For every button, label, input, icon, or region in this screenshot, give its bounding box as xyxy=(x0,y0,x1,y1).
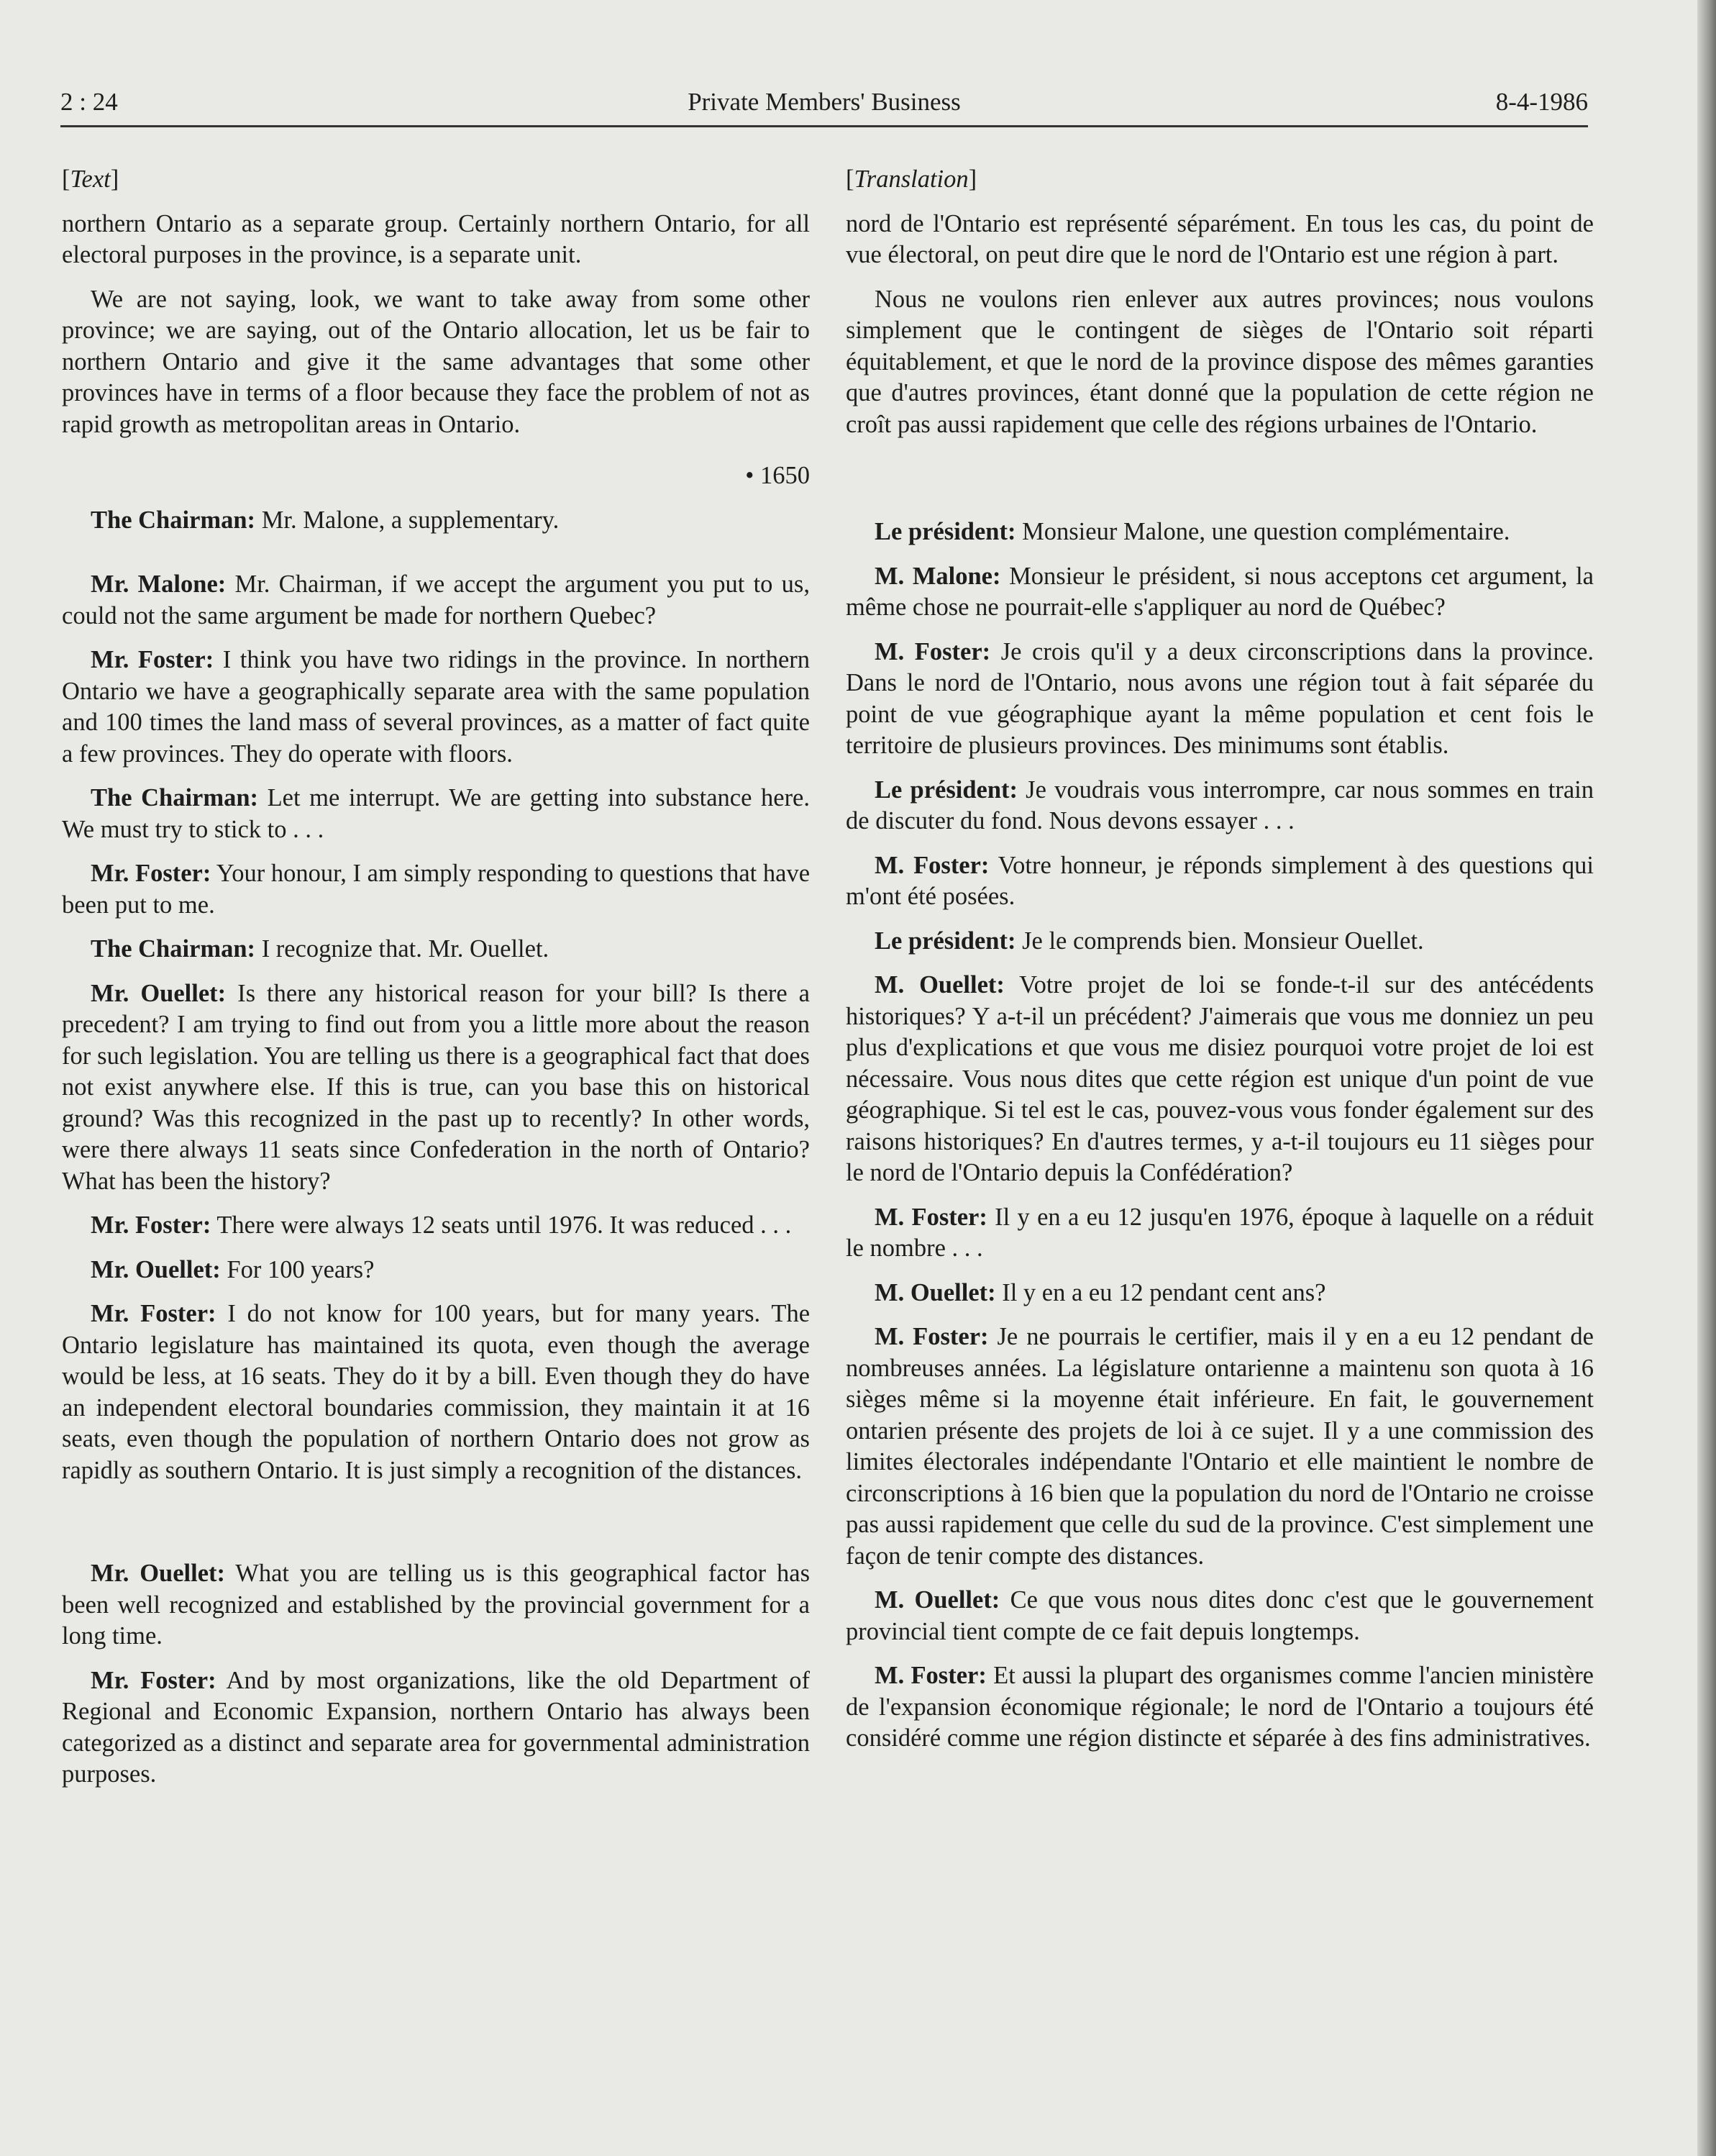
speaker-name: Le président: xyxy=(875,927,1016,955)
speaker-name: M. Foster: xyxy=(875,1662,987,1689)
speaker-name: Le président: xyxy=(875,518,1016,545)
speech: M. Ouellet: Votre projet de loi se fonde-t-il sur des antécédents historiques? Y a-t-il un précédent? J'aimerais que vous me donniez un peu plus d'explications et que vous me disiez pourquoi votre projet de loi est nécessaire. Vous nous dites que cette région est unique d'un point de vue géographique. Si tel est le cas, pouvez-vous vous fonder également sur des raisons historiques? En d'autres termes, y a-t-il toujours eu 11 sièges pour le nord de l'Ontario depuis la Confédération? xyxy=(846,971,1594,1186)
speech: M. Foster: Je ne pourrais le certifier, mais il y en a eu 12 pendant de nombreuses années. La législature ontarienne a maintenu son quota à 16 sièges même si la moyenne était inférieure. En fait, le gouvernement ontarien présente des projets de loi à ce sujet. Il y a une commission des limites électorales indépendante l'Ontario et elle maintient le nombre de circonscriptions à 16 bien que la population du nord de l'Ontario ne croisse pas aussi rapidement que celle du sud de la province. C'est simplement une façon de tenir compte des distances. xyxy=(846,1323,1594,1570)
speaker-name: Mr. Foster: xyxy=(91,1211,211,1239)
book-spine-shadow xyxy=(1697,0,1716,2156)
text-tag: [Text] xyxy=(62,165,119,193)
paragraph: northern Ontario as a separate group. Certainly northern Ontario, for all electoral purposes in the province, is a separate unit. xyxy=(62,209,810,268)
speech: Mr. Foster: I do not know for 100 years, but for many years. The Ontario legislature has maintained its quota, even though the average would be less, at 16 seats. They do it by a bill. Even though they do have an independent electoral boundaries commission, they maintain it at 16 seats, even though the population of northern Ontario does not grow as rapidly as southern Ontario. It is just simply a recognition of the distances. xyxy=(62,1300,811,1484)
english-column xyxy=(62,164,810,1791)
speech: Mr. Foster: There were always 12 seats until 1976. It was reduced . . . xyxy=(91,1211,792,1239)
speaker-name: M. Ouellet: xyxy=(875,971,1005,999)
speaker-name: Mr. Foster: xyxy=(91,1666,216,1694)
french-column xyxy=(846,164,1594,1755)
speaker-name: Mr. Malone: xyxy=(91,570,227,598)
speech: M. Ouellet: Ce que vous nous dites donc c'est que le gouvernement provincial tient compte de ce fait depuis longtemps. xyxy=(846,1586,1594,1645)
speech: Mr. Foster: Your honour, I am simply responding to questions that have been put to me. xyxy=(62,860,811,919)
speech: Mr. Ouellet: For 100 years? xyxy=(91,1255,375,1283)
speech: M. Foster: Votre honneur, je réponds simplement à des questions qui m'ont été posées. xyxy=(846,851,1594,910)
speech: Mr. Ouellet: What you are telling us is this geographical factor has been well recognized and established by the provincial government for a long time. xyxy=(62,1560,810,1650)
page-header xyxy=(60,85,1588,127)
speech: Mr. Foster: I think you have two ridings in the province. In northern Ontario we have a geographically separate area with the same population and 100 times the land mass of several provinces, as a matter of fact quite a few provinces. They do operate with floors. xyxy=(62,646,810,768)
speech: Mr. Ouellet: Is there any historical reason for your bill? Is there a precedent? I am trying to find out from you a little more about the reason for such legislation. You are telling us there is a geographical fact that does not exist anywhere else. If this is true, can you base this on historical ground? Was this recognized in the past up to recently? In other words, were there always 11 seats since Confederation in the north of Ontario? What has been the history? xyxy=(62,979,810,1195)
paragraph: Nous ne voulons rien enlever aux autres provinces; nous voulons simplement que le contingent de sièges de l'Ontario soit réparti équitablement, et que le nord de la province dispose des mêmes garanties que d'autres provinces, étant donné que la population de cette région ne croît pas aussi rapidement que celle des régions urbaines de l'Ontario. xyxy=(846,285,1594,438)
time-marker: • 1650 xyxy=(745,462,810,489)
speaker-name: Mr. Ouellet: xyxy=(91,979,227,1007)
paragraph: nord de l'Ontario est représenté séparément. En tous les cas, du point de vue électoral, on peut dire que le nord de l'Ontario est une région à part. xyxy=(846,209,1594,268)
translation-tag: [Translation] xyxy=(846,165,977,193)
speech: M. Foster: Je crois qu'il y a deux circonscriptions dans la province. Dans le nord de l'Ontario, nous avons une région tout à fait séparée du point de vue géographique ayant la même population et cent fois le territoire de plusieurs provinces. Des minimums sont établis. xyxy=(846,637,1594,759)
speech: M. Malone: Monsieur le président, si nous acceptons cet argument, la même chose ne pourrait-elle s'appliquer au nord de Québec? xyxy=(846,562,1594,621)
speech: Mr. Foster: And by most organizations, like the old Department of Regional and Economic Expansion, northern Ontario has always been categorized as a distinct and separate area for governmental administration purposes. xyxy=(62,1666,811,1788)
speech: The Chairman: Mr. Malone, a supplementary. xyxy=(91,506,560,534)
speaker-name: Mr. Foster: xyxy=(91,860,211,887)
speaker-name: M. Foster: xyxy=(875,637,991,665)
speaker-name: The Chairman: xyxy=(91,506,256,534)
running-title: Private Members' Business xyxy=(688,88,961,116)
meeting-date: 8-4-1986 xyxy=(1495,88,1588,116)
speaker-name: M. Malone: xyxy=(875,562,1001,590)
speaker-name: M. Foster: xyxy=(875,851,990,879)
paragraph: We are not saying, look, we want to take away from some other province; we are saying, out of the Ontario allocation, let us be fair to northern Ontario and give it the same advantages that some other provinces have in terms of a floor because they face the problem of not as rapid growth as metropolitan areas in Ontario. xyxy=(62,285,810,438)
speech: M. Foster: Il y en a eu 12 jusqu'en 1976, époque à laquelle on a réduit le nombre . . . xyxy=(846,1203,1594,1262)
speech: Mr. Malone: Mr. Chairman, if we accept the argument you put to us, could not the same argument be made for northern Quebec? xyxy=(62,570,810,629)
speech: Le président: Monsieur Malone, une question complémentaire. xyxy=(875,518,1510,545)
speech: Le président: Je voudrais vous interrompre, car nous sommes en train de discuter du fond. Nous devons essayer . . . xyxy=(846,775,1594,834)
speaker-name: M. Foster: xyxy=(875,1203,987,1231)
speaker-name: M. Ouellet: xyxy=(875,1586,1000,1614)
speech: The Chairman: I recognize that. Mr. Ouellet. xyxy=(91,935,549,963)
speech: Le président: Je le comprends bien. Monsieur Ouellet. xyxy=(875,927,1424,955)
speaker-name: Mr. Ouellet: xyxy=(91,1560,226,1587)
speaker-name: Mr. Foster: xyxy=(91,646,214,673)
speaker-name: Le président: xyxy=(875,775,1018,804)
speech: M. Foster: Et aussi la plupart des organismes comme l'ancien ministère de l'expansion économique régionale; le nord de l'Ontario a toujours été considéré comme une région distincte et séparée à des fins administratives. xyxy=(846,1662,1594,1752)
speech: The Chairman: Let me interrupt. We are getting into substance here. We must try to stick to . . . xyxy=(62,784,810,843)
speaker-name: M. Foster: xyxy=(875,1323,989,1350)
speaker-name: Mr. Ouellet: xyxy=(91,1255,221,1283)
speaker-name: M. Ouellet: xyxy=(875,1278,996,1306)
speaker-name: Mr. Foster: xyxy=(91,1300,216,1327)
speaker-name: The Chairman: xyxy=(91,935,256,963)
speaker-name: The Chairman: xyxy=(91,784,259,811)
speech: M. Ouellet: Il y en a eu 12 pendant cent ans? xyxy=(875,1278,1326,1306)
page-number: 2 : 24 xyxy=(60,88,118,116)
